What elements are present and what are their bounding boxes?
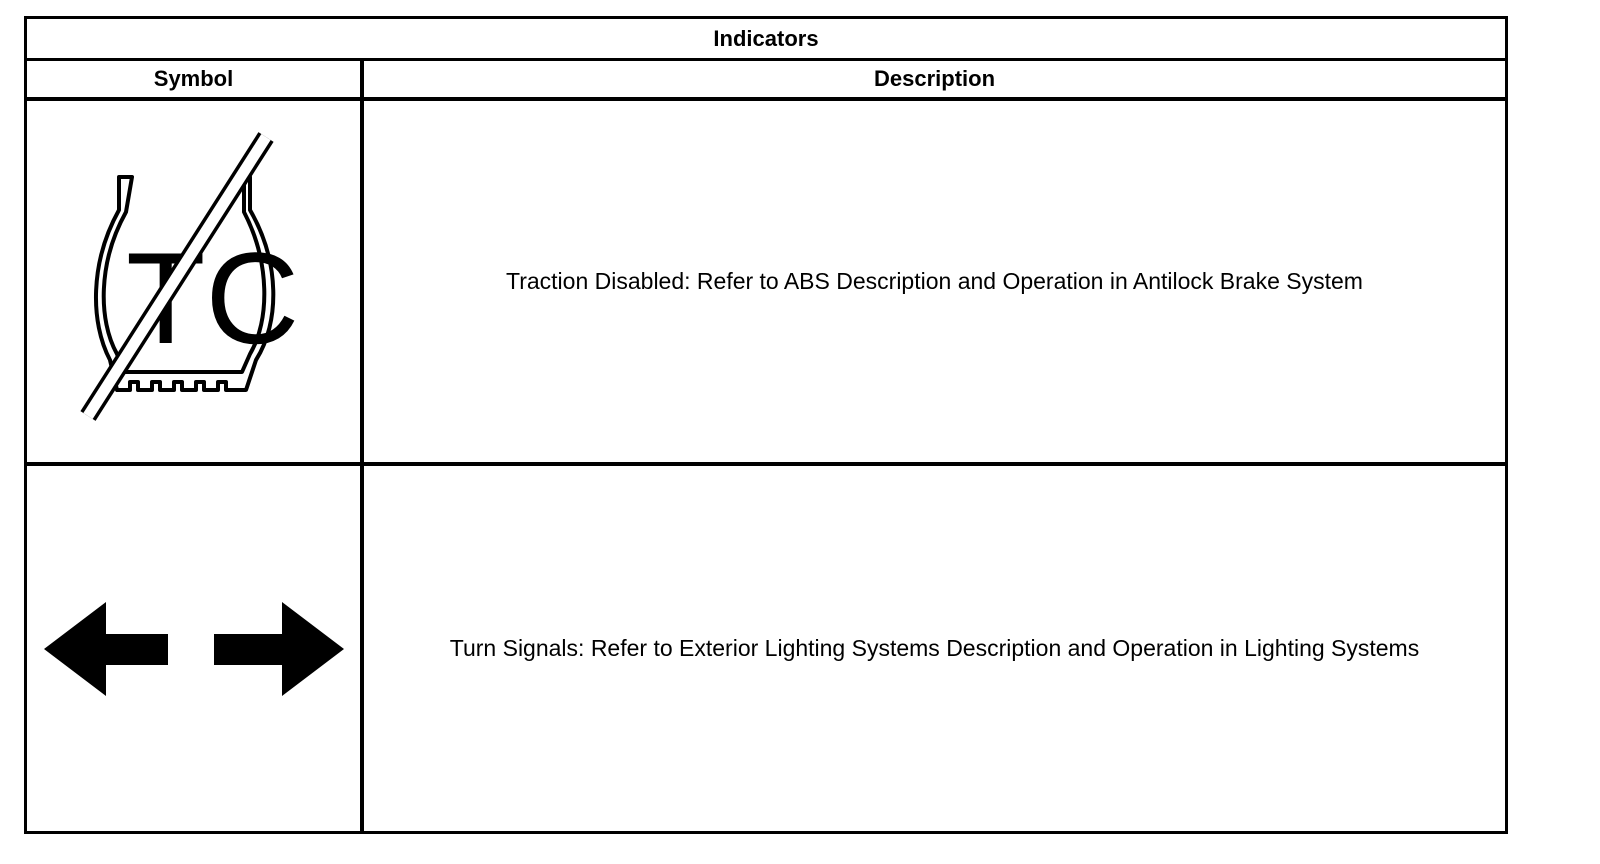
indicators-table: [24, 16, 1508, 834]
table-row-traction-description: [364, 101, 1505, 466]
traction-description-text: Traction Disabled: Refer to ABS Description and Operation in Antilock Brake System: [506, 268, 1363, 294]
symbol-column-header: Symbol: [27, 61, 364, 101]
traction-icon-label: TC: [125, 224, 299, 371]
turn-signal-arrows-icon: [44, 594, 344, 704]
table-row-turn-signal-description: [364, 466, 1505, 831]
table-row-traction-symbol: [27, 101, 364, 466]
traction-control-off-icon: [74, 132, 314, 432]
table-title: Indicators: [27, 19, 1505, 61]
description-column-header: Description: [364, 61, 1505, 101]
table-row-turn-signal-symbol: [27, 466, 364, 831]
turn-signal-description-text: Turn Signals: Refer to Exterior Lighting Systems Description and Operation in Lighting Systems: [449, 635, 1420, 661]
